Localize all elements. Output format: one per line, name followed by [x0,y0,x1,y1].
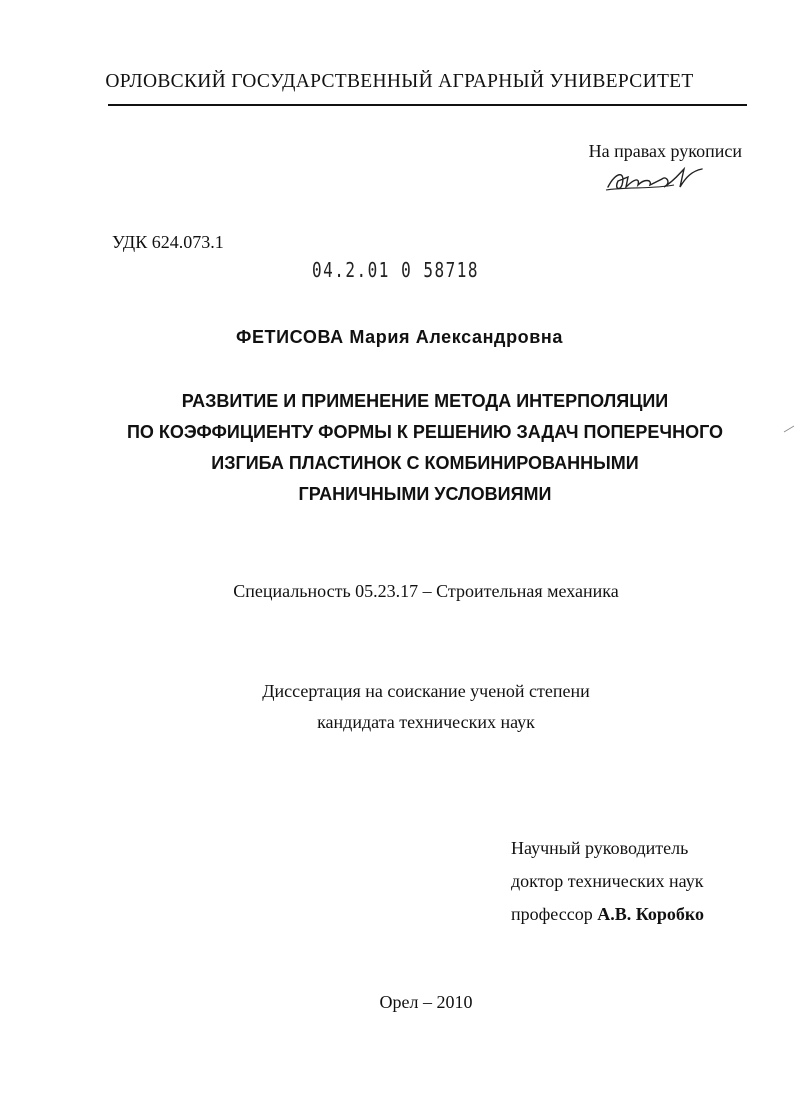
author-given-names: Мария Александровна [349,327,564,347]
dissertation-title [80,386,770,510]
title-line: ИЗГИБА ПЛАСТИНОК С КОМБИНИРОВАННЫМИ [211,453,639,473]
udk-code: УДК 624.073.1 [112,232,224,252]
supervisor-title-name [511,898,704,931]
title-line: РАЗВИТИЕ И ПРИМЕНЕНИЕ МЕТОДА ИНТЕРПОЛЯЦИИ [181,391,669,411]
manuscript-note: На правах рукописи [588,141,742,161]
city-year: Орел – 2010 [379,992,473,1012]
title-line: ПО КОЭФФИЦИЕНТУ ФОРМЫ К РЕШЕНИЮ ЗАДАЧ ПОПЕРЕЧНОГО [126,422,724,442]
author-name [0,327,799,348]
supervisor-name: А.В. Коробко [597,904,705,924]
header-rule [108,104,747,106]
archive-stamp-number: 04.2.01 0 58718 [312,258,479,282]
supervisor-title: профессор [511,904,593,924]
university-name: ОРЛОВСКИЙ ГОСУДАРСТВЕННЫЙ АГРАРНЫЙ УНИВЕРСИТЕТ [105,71,694,92]
degree-line: Диссертация на соискание ученой степени [262,681,590,701]
margin-pencil-mark [783,424,795,434]
degree-line: кандидата технических наук [317,712,535,732]
degree-statement [0,676,799,738]
supervisor-block [511,832,704,931]
title-line: ГРАНИЧНЫМИ УСЛОВИЯМИ [298,484,552,504]
signature-image [604,163,704,195]
specialty-line: Специальность 05.23.17 – Строительная механика [233,581,619,601]
author-surname: ФЕТИСОВА [235,327,344,347]
supervisor-degree: доктор технических наук [511,871,704,891]
supervisor-role: Научный руководитель [511,838,689,858]
